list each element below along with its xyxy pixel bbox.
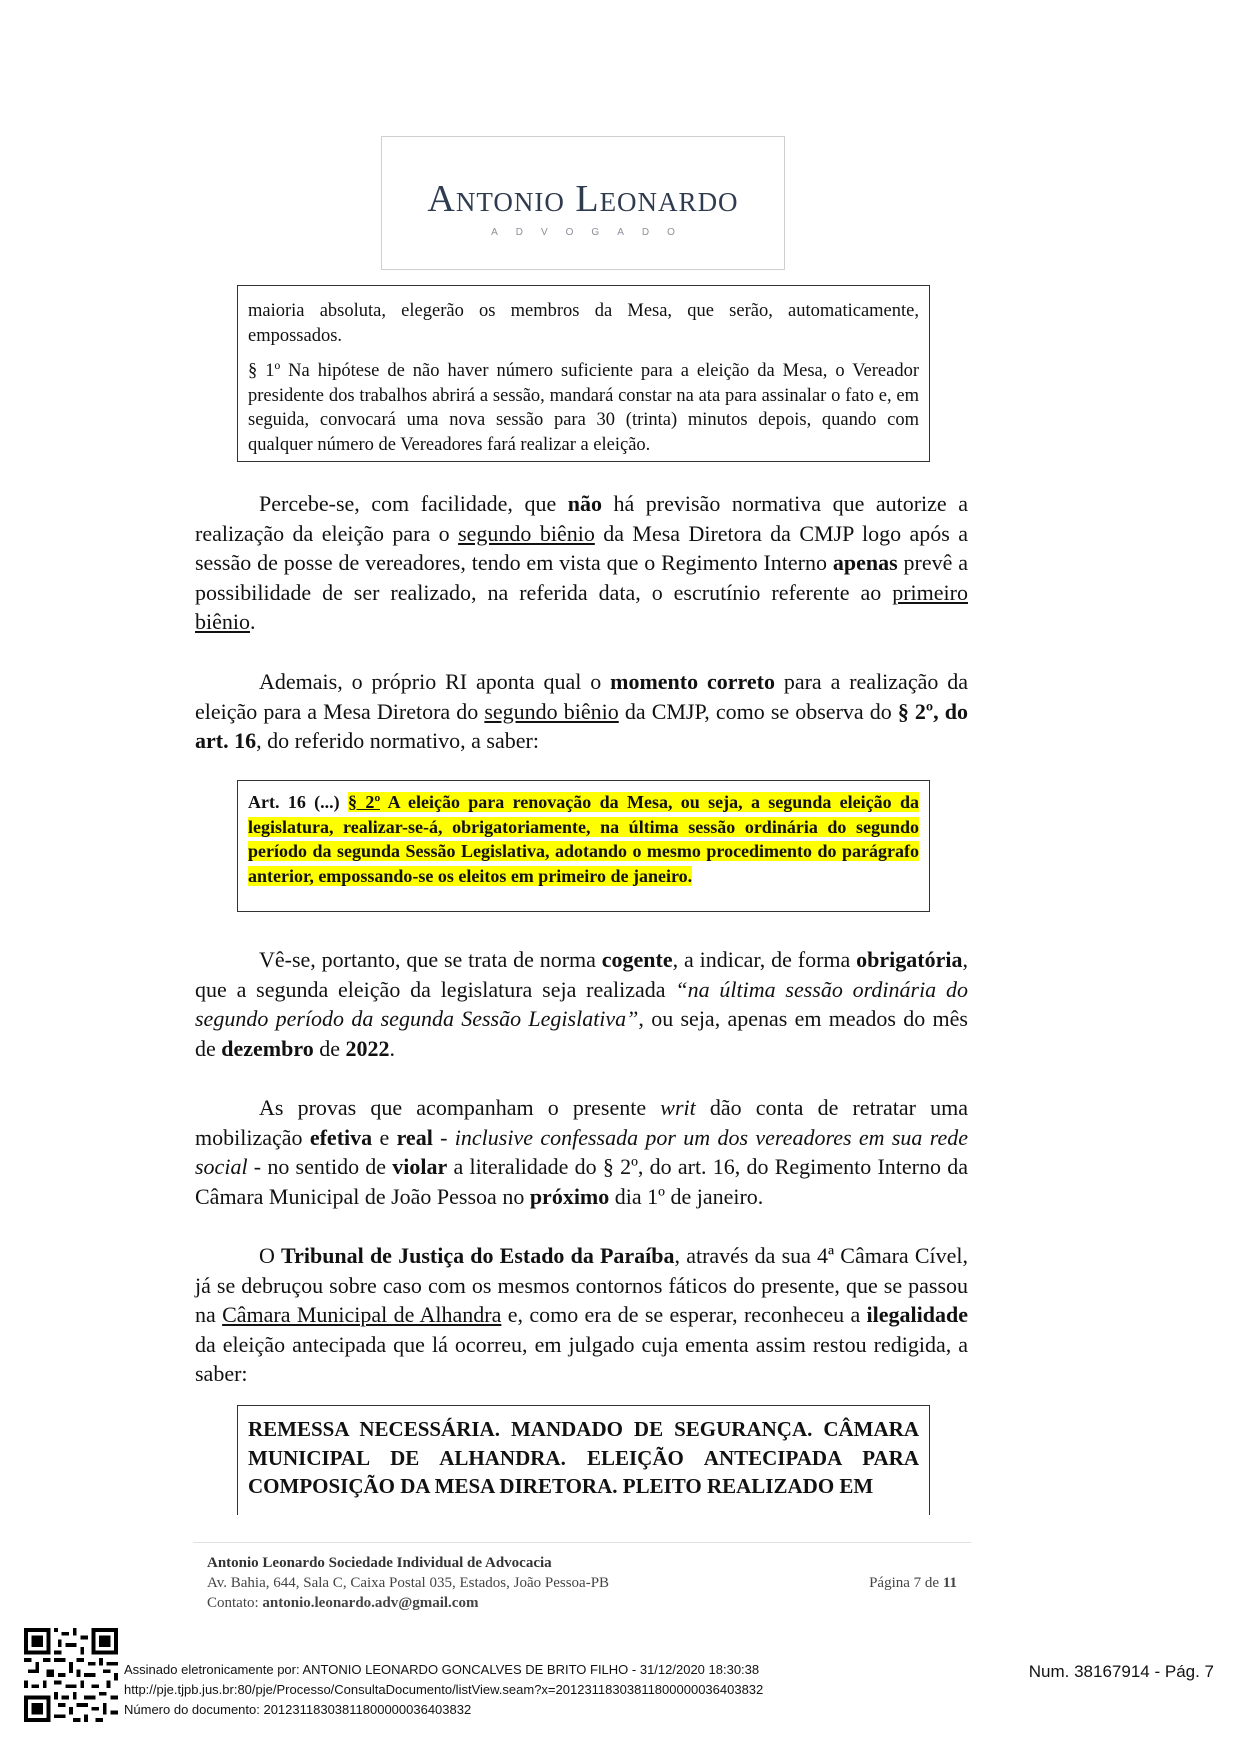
underlined-run: Câmara Municipal de Alhandra	[222, 1302, 502, 1327]
underlined-run: segundo biênio	[484, 698, 619, 724]
page-footer	[207, 1553, 967, 1613]
bold-run: dezembro	[221, 1035, 314, 1061]
qr-code-icon	[24, 1628, 118, 1722]
text-run: As provas que acompanham o presente	[259, 1095, 661, 1120]
bold-run: § 2º, do art. 16	[195, 698, 968, 753]
bold-run: próximo	[529, 1183, 610, 1209]
contact-label: Contato:	[207, 1595, 263, 1611]
footer-contact	[207, 1593, 967, 1613]
bold-run: Tribunal de Justiça do Estado da Paraíba	[281, 1243, 675, 1268]
text-run: para a realização da eleição para a Mesa Diretora do	[195, 669, 968, 724]
quote-box-ementa	[237, 1405, 930, 1515]
text-run: e, como era de se esperar, reconheceu a	[501, 1302, 867, 1327]
text-run: da eleição antecipada que lá ocorreu, em julgado cuja ementa assim restou redigida, a saber:	[195, 1331, 968, 1386]
text-run: Vê-se, portanto, que se trata de norma	[259, 947, 602, 972]
text-run: .	[250, 609, 256, 634]
underlined-run: segundo biênio	[458, 520, 595, 546]
contact-email: antonio.leonardo.adv@gmail.com	[262, 1595, 479, 1611]
text-run: .	[389, 1035, 395, 1061]
text-run: prevê a possibilidade de ser realizado, na referida data, o escrutínio referente ao	[195, 550, 968, 605]
text-run: -	[432, 1124, 455, 1150]
italic-run: writ	[660, 1095, 696, 1120]
text-run: O	[259, 1243, 282, 1268]
bold-run: violar	[392, 1154, 448, 1179]
law-firm-logo	[381, 136, 785, 270]
signature-signed-by: Assinado eletronicamente por: ANTONIO LEONARDO GONCALVES DE BRITO FILHO - 31/12/2020 18:30:38	[124, 1662, 760, 1677]
italic-run: inclusive confessada por um dos vereadores em sua rede social	[195, 1124, 968, 1179]
page-label: Página	[869, 1575, 914, 1591]
bold-run: ilegalidade	[866, 1302, 968, 1327]
body-paragraph	[195, 1093, 968, 1211]
underlined-run: primeiro biênio	[195, 579, 968, 634]
article-reference: Art. 16 (...)	[248, 792, 348, 812]
italic-run: “na última sessão ordinária do segundo período da segunda Sessão Legislativa”	[195, 976, 968, 1031]
highlighted-text: A eleição para renovação da Mesa, ou seja, a segunda eleição da legislatura, realizar-se-á, obrigatoriamente, na última sessão ordinária do segundo período da segunda Sessão Legislativa, adotando o mesmo procedimento do parágrafo anterior, empossando-se os eleitos em primeiro de janeiro.	[248, 792, 919, 886]
bold-run: não	[567, 491, 602, 516]
bold-run: momento correto	[610, 669, 775, 694]
text-run: Percebe-se, com facilidade, que	[259, 491, 568, 516]
quote-box-art16	[237, 780, 930, 912]
text-run: , através da sua 4ª Câmara Cível, já se debruçou sobre caso com os mesmos contornos fáticos do presente, que se passou na	[195, 1243, 969, 1327]
body-paragraph	[195, 667, 968, 756]
footer-divider	[193, 1542, 971, 1543]
quote-paragraph: maioria absoluta, elegerão os membros da Mesa, que serão, automaticamente, empossados.	[248, 301, 919, 346]
bold-run: 2022	[345, 1035, 390, 1061]
document-page-number: Num. 38167914 - Pág. 7	[1028, 1662, 1214, 1681]
quote-box-regimento	[237, 285, 930, 462]
text-run: - no sentido de	[247, 1154, 393, 1179]
footer-address: Av. Bahia, 644, Sala C, Caixa Postal 035, Estados, João Pessoa-PB	[207, 1575, 610, 1591]
text-run: da Mesa Diretora da CMJP logo após a sessão de posse de vereadores, tendo em vista que o Regimento Interno	[195, 520, 968, 575]
text-run: , ou seja, apenas em meados do mês de	[195, 1006, 968, 1061]
text-run: e	[372, 1124, 397, 1150]
text-run: há previsão normativa que autorize a realização da eleição para o	[195, 491, 968, 546]
page-current: 7	[913, 1575, 922, 1591]
text-run: , do referido normativo, a saber:	[256, 728, 539, 753]
text-run: de	[313, 1035, 346, 1061]
text-run: da CMJP, como se observa do	[618, 698, 898, 724]
text-run: , a indicar, de forma	[672, 947, 857, 972]
text-run: dão conta de retratar uma mobilização	[195, 1095, 968, 1150]
bold-run: real	[396, 1124, 433, 1150]
logo-name: Antonio Leonardo	[427, 178, 739, 220]
body-paragraph	[195, 1241, 968, 1389]
logo-subtitle: ADVOGADO	[491, 227, 693, 238]
body-paragraph	[195, 489, 968, 637]
body-paragraph	[195, 945, 968, 1063]
bold-run: cogente	[601, 947, 673, 972]
text-run: dia 1º de janeiro.	[609, 1183, 764, 1209]
signature-document-number: Número do documento: 20123118303811800000036403832	[124, 1702, 472, 1717]
electronic-signature-block	[124, 1660, 763, 1720]
highlighted-section: § 2º	[348, 792, 381, 812]
text-run: Ademais, o próprio RI aponta qual o	[259, 669, 611, 694]
signature-url[interactable]: http://pje.tjpb.jus.br:80/pje/Processo/ConsultaDocumento/listView.seam?x=20123118303811800000036403832	[124, 1682, 764, 1697]
bold-run: apenas	[832, 550, 898, 575]
quote-paragraph: § 1º Na hipótese de não haver número suficiente para a eleição da Mesa, o Vereador presidente dos trabalhos abrirá a sessão, mandará constar na ata para assinalar o fato e, em seguida, convocará uma nova sessão para 30 (trinta) minutos depois, quando com qualquer número de Vereadores fará realizar a eleição.	[248, 361, 919, 455]
bold-run: efetiva	[309, 1124, 373, 1150]
ementa-text: REMESSA NECESSÁRIA. MANDADO DE SEGURANÇA. CÂMARA MUNICIPAL DE ALHANDRA. ELEIÇÃO ANTECIPADA PARA COMPOSIÇÃO DA MESA DIRETORA. PLEITO REALIZADO EM	[248, 1417, 919, 1498]
text-run: , que a segunda eleição da legislatura seja realizada	[195, 947, 968, 1002]
page-indicator	[869, 1573, 957, 1593]
footer-firm-name: Antonio Leonardo Sociedade Individual de Advocacia	[207, 1555, 552, 1571]
bold-run: obrigatória	[856, 947, 963, 972]
text-run: a literalidade do § 2º, do art. 16, do Regimento Interno da Câmara Municipal de João Pessoa no	[195, 1154, 968, 1209]
page-total: 11	[942, 1575, 957, 1591]
page-of: de	[921, 1575, 943, 1591]
